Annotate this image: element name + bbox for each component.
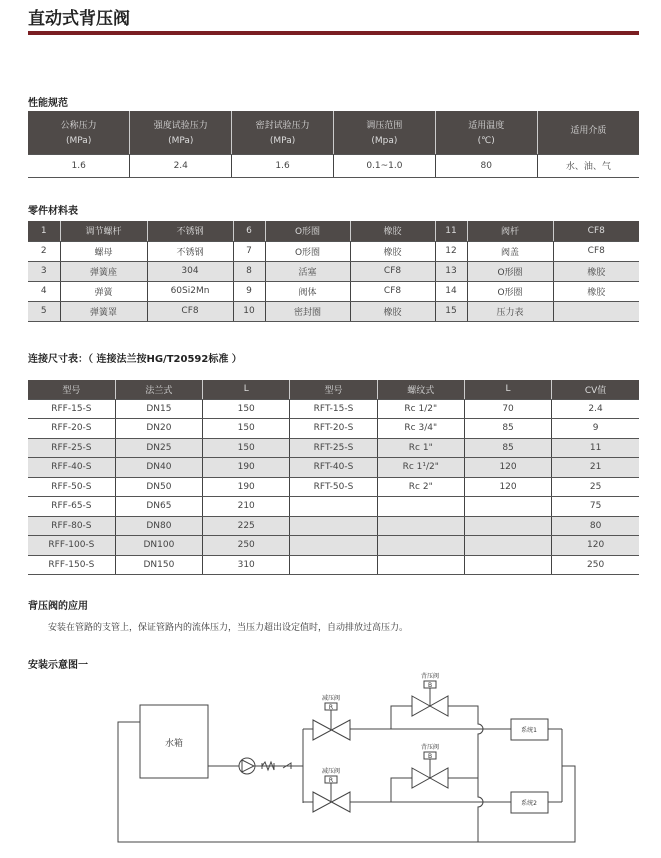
diagram-heading: 安装示意图一 xyxy=(28,660,88,671)
table-cell: RFF-150-S xyxy=(28,555,115,575)
table-cell: 8 xyxy=(233,261,265,281)
header-label: 公称压力 xyxy=(60,121,97,132)
table-cell: 水、油、气 xyxy=(537,154,639,177)
table-cell: 12 xyxy=(435,241,467,261)
table-cell: 型号 xyxy=(290,380,377,399)
table-cell: 310 xyxy=(203,555,290,575)
table-cell: 2.4 xyxy=(552,399,639,419)
tank-label: 水箱 xyxy=(164,739,184,749)
table-cell: DN100 xyxy=(115,536,202,556)
svg-text:减压阀: 减压阀 xyxy=(321,768,341,775)
page-title: 直动式背压阀 xyxy=(28,9,130,29)
table-cell: 1.6 xyxy=(232,154,334,177)
table-cell: 225 xyxy=(203,516,290,536)
application-heading: 背压阀的应用 xyxy=(28,601,88,612)
table-cell: 21 xyxy=(552,458,639,478)
table-cell: CF8 xyxy=(553,221,639,241)
table-cell: 橡胶 xyxy=(553,261,639,281)
table-cell: 1.6 xyxy=(28,154,130,177)
table-cell: 75 xyxy=(552,497,639,517)
table-cell: 85 xyxy=(464,438,551,458)
table-cell: 13 xyxy=(435,261,467,281)
table-cell: 15 xyxy=(435,301,467,321)
header-unit: (MPa) xyxy=(168,136,194,147)
table-cell: DN15 xyxy=(115,399,202,419)
table-cell: 5 xyxy=(28,301,60,321)
table-cell: CF8 xyxy=(350,261,435,281)
svg-text:B: B xyxy=(427,682,433,689)
table-cell: 9 xyxy=(233,281,265,301)
svg-text:R: R xyxy=(328,777,334,784)
table-cell: CF8 xyxy=(350,281,435,301)
table-cell: RFF-50-S xyxy=(28,477,115,497)
table-cell: 橡胶 xyxy=(350,241,435,261)
table-cell: 法兰式 xyxy=(115,380,202,399)
table-cell: 螺纹式 xyxy=(377,380,464,399)
table-cell: 阀杆 xyxy=(467,221,553,241)
svg-text:背压阀: 背压阀 xyxy=(420,673,440,680)
table-cell: Rc 1" xyxy=(377,438,464,458)
table-cell: 85 xyxy=(464,419,551,439)
upper-reducing-valve xyxy=(313,694,350,740)
table-cell: 9 xyxy=(552,419,639,439)
table-cell: CF8 xyxy=(147,301,233,321)
table-cell: L xyxy=(203,380,290,399)
svg-text:B: B xyxy=(427,753,433,760)
header-unit: (Mpa) xyxy=(371,136,398,147)
table-cell: 调节螺杆 xyxy=(60,221,147,241)
table-cell: 150 xyxy=(203,419,290,439)
table-cell: 7 xyxy=(233,241,265,261)
return-pipe xyxy=(118,722,575,842)
table-cell: 60Si2Mn xyxy=(147,281,233,301)
svg-text:背压阀: 背压阀 xyxy=(420,744,440,751)
table-cell: DN20 xyxy=(115,419,202,439)
pump-icon xyxy=(239,758,255,774)
table-cell: 1 xyxy=(28,221,60,241)
header-unit: (℃) xyxy=(477,136,495,147)
table-cell: 304 xyxy=(147,261,233,281)
table-cell: Rc 3/4" xyxy=(377,419,464,439)
table-cell: 橡胶 xyxy=(350,221,435,241)
table-cell: 弹簧罩 xyxy=(60,301,147,321)
table-cell: 阀体 xyxy=(265,281,350,301)
table-cell: CF8 xyxy=(553,241,639,261)
table-cell: 弹簧座 xyxy=(60,261,147,281)
table-cell: RFF-100-S xyxy=(28,536,115,556)
table-cell: RFT-15-S xyxy=(290,399,377,419)
table-cell: 190 xyxy=(203,458,290,478)
table-cell: 6 xyxy=(233,221,265,241)
table-cell: RFT-50-S xyxy=(290,477,377,497)
svg-text:减压阀: 减压阀 xyxy=(321,695,341,702)
table-cell: 2.4 xyxy=(130,154,232,177)
table-cell: 螺母 xyxy=(60,241,147,261)
table-cell: O形圈 xyxy=(265,241,350,261)
table-cell: RFF-15-S xyxy=(28,399,115,419)
table-cell: CV值 xyxy=(552,380,639,399)
table-cell: RFT-20-S xyxy=(290,419,377,439)
table-cell: 密封圈 xyxy=(265,301,350,321)
table-cell: 2 xyxy=(28,241,60,261)
table-cell: 活塞 xyxy=(265,261,350,281)
table-cell: 不锈钢 xyxy=(147,241,233,261)
table-cell: DN40 xyxy=(115,458,202,478)
table-cell: RFF-20-S xyxy=(28,419,115,439)
table-cell: 210 xyxy=(203,497,290,517)
table-cell: 250 xyxy=(203,536,290,556)
table-cell: Rc 1/2" xyxy=(377,399,464,419)
table-cell: L xyxy=(464,380,551,399)
table-cell: DN25 xyxy=(115,438,202,458)
application-text: 安装在管路的支管上，保证管路内的流体压力，当压力超出设定值时，自动排放过高压力。 xyxy=(48,623,409,633)
table-cell: O形圈 xyxy=(467,281,553,301)
header-unit: (MPa) xyxy=(66,136,92,147)
header-label: 密封试验压力 xyxy=(255,121,310,132)
table-cell: Rc 1¹/2" xyxy=(377,458,464,478)
table-cell: DN65 xyxy=(115,497,202,517)
table-cell: 250 xyxy=(552,555,639,575)
table-cell: 10 xyxy=(233,301,265,321)
table-cell: 120 xyxy=(464,458,551,478)
table-cell: 25 xyxy=(552,477,639,497)
pump-arrow xyxy=(242,760,254,772)
spec-heading: 性能规范 xyxy=(28,98,68,109)
table-cell: DN50 xyxy=(115,477,202,497)
header-unit: (MPa) xyxy=(269,136,296,147)
system-2-label: 系统2 xyxy=(521,800,537,807)
table-cell: RFT-25-S xyxy=(290,438,377,458)
table-cell: 11 xyxy=(435,221,467,241)
dims-heading: 连接尺寸表：（ 连接法兰按HG/T20592标准 ） xyxy=(28,354,242,365)
table-cell: DN80 xyxy=(115,516,202,536)
header-label: 强度试验压力 xyxy=(153,121,208,132)
table-cell: RFF-25-S xyxy=(28,438,115,458)
header-label: 适用介质 xyxy=(570,126,607,137)
table-cell: RFT-40-S xyxy=(290,458,377,478)
table-cell: 压力表 xyxy=(467,301,553,321)
table-cell: 阀盖 xyxy=(467,241,553,261)
lower-reducing-valve xyxy=(313,767,350,812)
table-cell: Rc 2" xyxy=(377,477,464,497)
table-cell: O形圈 xyxy=(467,261,553,281)
table-cell: 橡胶 xyxy=(350,301,435,321)
table-cell: DN150 xyxy=(115,555,202,575)
table-cell: 型号 xyxy=(28,380,115,399)
table-cell: 150 xyxy=(203,438,290,458)
header-label: 调压范围 xyxy=(366,121,403,132)
table-cell: RFF-40-S xyxy=(28,458,115,478)
table-cell: 190 xyxy=(203,477,290,497)
table-cell: 150 xyxy=(203,399,290,419)
table-cell: 70 xyxy=(464,399,551,419)
table-cell: 14 xyxy=(435,281,467,301)
table-cell: 3 xyxy=(28,261,60,281)
table-cell: 11 xyxy=(552,438,639,458)
supply-pipe xyxy=(208,729,313,803)
table-cell: 120 xyxy=(552,536,639,556)
table-cell: 橡胶 xyxy=(553,281,639,301)
lower-back-pressure-valve xyxy=(412,743,448,788)
table-cell: 0.1~1.0 xyxy=(333,154,435,177)
table-cell: O形圈 xyxy=(265,221,350,241)
svg-text:R: R xyxy=(328,704,334,711)
header-label: 适用温度 xyxy=(468,121,505,132)
table-cell: 80 xyxy=(435,154,537,177)
table-cell: 不锈钢 xyxy=(147,221,233,241)
table-cell: 80 xyxy=(552,516,639,536)
parts-heading: 零件材料表 xyxy=(28,206,78,217)
table-cell: 120 xyxy=(464,477,551,497)
upper-back-pressure-valve xyxy=(412,672,448,716)
table-cell: RFF-65-S xyxy=(28,497,115,517)
table-cell: 弹簧 xyxy=(60,281,147,301)
system-1-label: 系统1 xyxy=(521,727,537,734)
table-cell: RFF-80-S xyxy=(28,516,115,536)
table-cell: 4 xyxy=(28,281,60,301)
